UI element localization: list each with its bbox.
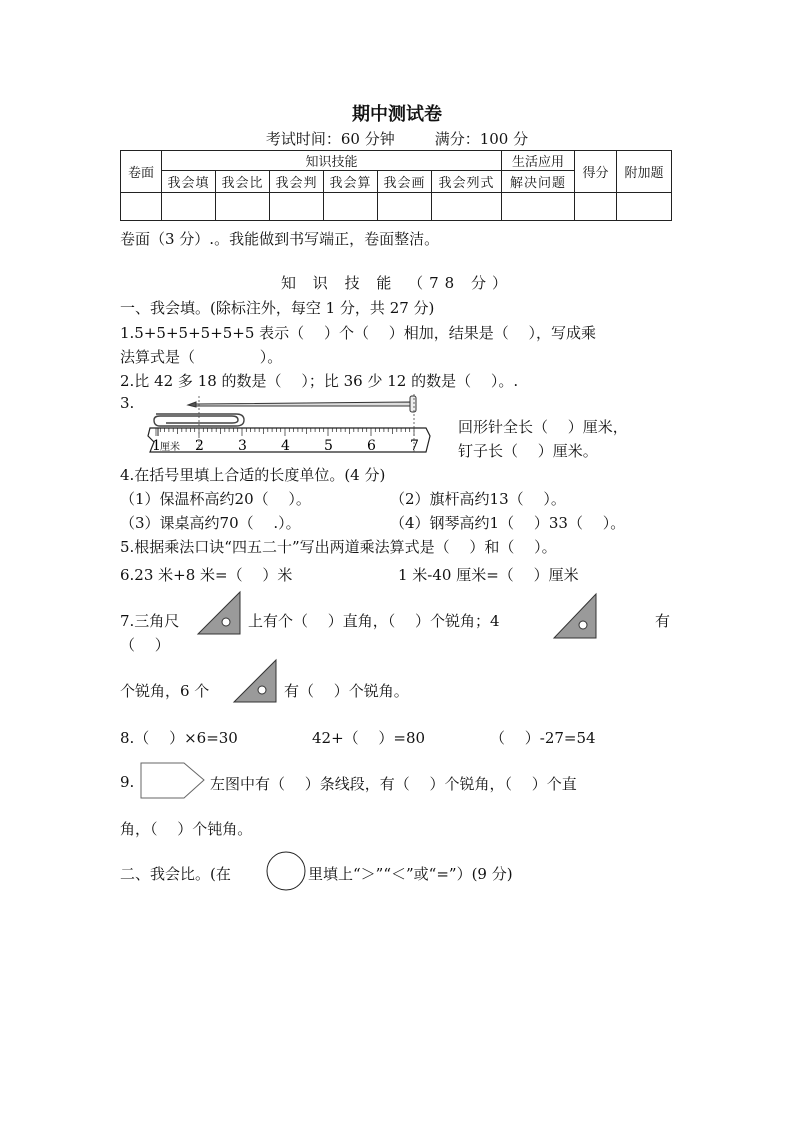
score-sub-3: 我会判 bbox=[270, 171, 324, 193]
score-cell[interactable] bbox=[575, 193, 617, 221]
q4-item-2: （2）旗杆高约13（ ）。 bbox=[390, 490, 566, 508]
ruler-tick-label: 1 bbox=[152, 438, 161, 454]
q7-part-f: 有（ ）个锐角。 bbox=[284, 682, 409, 700]
score-sub-2: 我会比 bbox=[216, 171, 270, 193]
q6-part-a: 6.23 米+8 米=（ ）米 bbox=[120, 566, 293, 584]
q1-line-b: 法算式是（ ）。 bbox=[120, 348, 283, 366]
q4-heading: 4.在括号里填上合适的长度单位。(4 分) bbox=[120, 466, 386, 484]
q4-item-4: （4）钢琴高约1（ ）33（ ）。 bbox=[390, 514, 626, 532]
compare-circle-icon bbox=[266, 851, 306, 891]
ruler-tick-label: 6 bbox=[367, 438, 376, 454]
score-cell[interactable] bbox=[502, 193, 575, 221]
q7-part-b: 上有个（ ）直角，（ ）个锐角；4 bbox=[248, 612, 500, 630]
q7-part-d: （ ） bbox=[120, 636, 170, 654]
q9-line-b: 角，（ ）个钝角。 bbox=[120, 820, 253, 838]
score-head-fujia: 附加题 bbox=[617, 151, 672, 193]
score-cell[interactable] bbox=[121, 193, 162, 221]
q4-item-3: （3）课桌高约70（ .）。 bbox=[120, 514, 301, 532]
score-sub-1: 我会填 bbox=[162, 171, 216, 193]
score-table bbox=[120, 150, 672, 221]
juanmian-line: 卷面（3 分）.。我能做到书写端正，卷面整洁。 bbox=[120, 230, 440, 248]
full-score: 满分：100 分 bbox=[434, 130, 529, 148]
exam-time: 考试时间：60 分钟 bbox=[265, 130, 395, 148]
q8-part-b: 42+（ ）=80 bbox=[312, 729, 426, 747]
score-cell[interactable] bbox=[270, 193, 324, 221]
q2-line: 2.比 42 多 18 的数是（ ）；比 36 少 12 的数是（ ）。. bbox=[120, 372, 519, 390]
score-head-shenghuo: 生活应用 bbox=[502, 151, 575, 171]
q3-number: 3. bbox=[120, 394, 135, 412]
part2-heading-b: 里填上“＞”“＜”或“=”）(9 分) bbox=[308, 865, 513, 883]
q6-part-b: 1 米-40 厘米=（ ）厘米 bbox=[398, 566, 579, 584]
page-title: 期中测试卷 bbox=[352, 104, 442, 125]
ruler-tick-label: 4 bbox=[281, 438, 290, 454]
section-heading: 知 识 技 能 （78 分） bbox=[281, 274, 513, 292]
score-sub-6: 我会列式 bbox=[432, 171, 502, 193]
q9-number: 9. bbox=[120, 773, 135, 791]
pentagon-shape-icon bbox=[140, 762, 206, 800]
triangle-ruler-icon bbox=[552, 592, 598, 640]
triangle-ruler-icon bbox=[232, 658, 278, 704]
q5-line: 5.根据乘法口诀“四五二十”写出两道乘法算式是（ ）和（ ）。 bbox=[120, 538, 557, 556]
ruler-tick-label: 7 bbox=[410, 438, 419, 454]
nail-icon bbox=[188, 396, 416, 412]
triangle-ruler-icon bbox=[196, 590, 242, 636]
ruler-tick-label: 2 bbox=[195, 438, 204, 454]
q4-item-1: （1）保温杯高约20（ ）。 bbox=[120, 490, 311, 508]
q7-part-e: 个锐角，6 个 bbox=[120, 682, 210, 700]
part1-heading: 一、我会填。(除标注外，每空 1 分，共 27 分) bbox=[120, 299, 435, 317]
ruler-unit-label: 厘米 bbox=[160, 442, 180, 453]
ruler-tick-label: 3 bbox=[238, 438, 247, 454]
score-sub-5: 我会画 bbox=[378, 171, 432, 193]
score-sub-jiejue: 解决问题 bbox=[502, 171, 575, 193]
score-sub-4: 我会算 bbox=[324, 171, 378, 193]
q8-part-c: （ ）-27=54 bbox=[490, 729, 596, 747]
score-cell[interactable] bbox=[162, 193, 216, 221]
score-head-defen: 得分 bbox=[575, 151, 617, 193]
q9-line-a: 左图中有（ ）条线段，有（ ）个锐角，（ ）个直 bbox=[210, 775, 577, 793]
score-cell[interactable] bbox=[617, 193, 672, 221]
q7-part-c: 有 bbox=[655, 612, 671, 630]
score-cell[interactable] bbox=[378, 193, 432, 221]
ruler-figure bbox=[144, 392, 434, 458]
q3-line-b: 钉子长（ ）厘米。 bbox=[458, 442, 598, 460]
q1-line-a: 1.5+5+5+5+5+5 表示（ ）个（ ）相加，结果是（ ），写成乘 bbox=[120, 324, 596, 342]
part2-heading-a: 二、我会比。(在 bbox=[120, 865, 231, 883]
score-cell[interactable] bbox=[216, 193, 270, 221]
score-head-juanmian: 卷面 bbox=[121, 151, 162, 193]
q8-part-a: 8.（ ）×6=30 bbox=[120, 729, 238, 747]
q3-line-a: 回形针全长（ ）厘米， bbox=[458, 418, 628, 436]
q7-part-a: 7.三角尺 bbox=[120, 612, 180, 630]
score-cell[interactable] bbox=[324, 193, 378, 221]
score-cell[interactable] bbox=[432, 193, 502, 221]
score-head-zhishi: 知识技能 bbox=[162, 151, 502, 171]
exam-info bbox=[0, 128, 794, 149]
ruler-tick-label: 5 bbox=[324, 438, 333, 454]
